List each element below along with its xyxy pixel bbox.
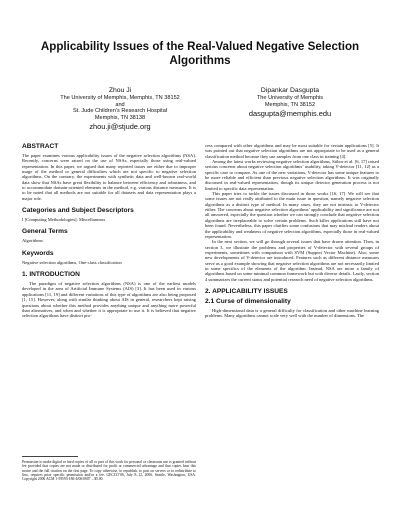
general-terms-heading: General Terms [22,228,68,236]
right-column [205,143,379,319]
author-2 [200,86,380,119]
section-2-1-heading: 2.1 Curse of dimensionality [205,297,291,305]
author-email[interactable]: zhou.ji@stjude.org [89,122,151,132]
introduction-section [22,271,196,318]
section-2 [205,288,379,319]
title-line-2: Algorithms [169,54,231,67]
general-terms-text: Algorithms [22,238,43,244]
paper-title [20,40,380,68]
body-paragraph: Among the latest works reviewing negative selection algorithms, Stibor et al. [6, 17] raised serious concerns about negative selection algorithms’ usability, taking V-detector [11, 12] as a specific case to compare. As one of the new variations, V-detector has some unique features to be more reliable and efficient than previous negative selection algorithms. It was originally discussed in real-valued representation, though its unique detector generation process is not limited to specific data representation. [205,159,379,191]
introduction-text: The paradigm of negative selection algorithms (NSA) is one of the earliest models developed in the area of Artificial Immune Systems (AIS) [3]. It has been used in various applications [11, 19] and different variations of this type of algorithms are also being proposed [1, 15]. However, along with similar thinking about AIS in general, researchers kept raising questions about whether this method provides anything unique and anything more powerful than alternatives, and when and whether it is appropriate to use it. It is believed that negative selection algorithms have distinct pro- [22,281,196,319]
author-name: Zhou Ji [108,87,132,94]
author-affiliation-line: Memphis, TN 38152 [264,101,316,108]
author-affiliation-line: St. Jude Children’s Research Hospital [72,108,168,115]
body-paragraph: cess compared with other algorithms and may be most suitable for certain applications [5]. It was pointed out that negative selection algorithms are not appropriate to be used as a general classification method because they use samples from one class in training [4]. [205,143,379,159]
title-line-1: Applicability Issues of the Real-Valued Negative Selection [40,40,360,53]
author-1 [30,86,210,132]
author-email[interactable]: dasgupta@memphis.edu [248,109,332,119]
author-affiliation-line: Memphis, TN 38138 [94,114,146,121]
author-affiliation-line: The University of Memphis [256,95,324,101]
categories-section [22,207,196,222]
keywords-section [22,250,196,265]
abstract-section [22,143,196,201]
footnote-rule [22,456,78,457]
keywords-heading: Keywords [22,249,54,257]
author-name: Dipankar Dasgupta [260,87,320,94]
abstract-heading: ABSTRACT [22,143,59,150]
left-column [22,143,196,319]
author-block [0,86,400,136]
abstract-text: The paper examines various applicability issues of the negative selection algorithms (NSA). Recently, concerns were raised on the use of NSAs, especially those using real-valued representation. In this paper, we argued that many reported issues are either due to improper usage of the method or general difficulties which are not specific to negative selection algorithms. On the contrary, the experiments with synthetic data and well-known real-world data show that NSAs have great flexibility to balance between efficiency and robustness, and to accommodate domain-oriented elements in the method, e.g. various distance measures. It is to be noted that all methods are not suitable for all datasets and data representation plays a major role. [22,153,196,201]
author-affiliation-line: and [115,101,125,108]
author-affiliation-line: The University of Memphis, Memphis, TN 38152 [60,95,180,101]
body-paragraph: In the next section, we will go through several issues that have drawn attention. Then, in section 3, we illustrate the problems and properties of V-detector with several groups of experiments, sometimes with comparison with SVM (Support Vector Machine). Also, some new developments of V-detector are introduced. Features such as different distance measures serve as a good example showing that negative selection algorithms are not necessarily limited in some specifics of the elements of the algorithm. Instead, NSA are more a family of algorithms based on some minimal common framework but with diverse details. Lastly, section 4 summarizes the current status and potential research need of negative selection algorithms. [205,239,379,282]
body-paragraph: This paper tries to tackle the issues discussed in those works [16, 17]. We will see that some issues are not really attributed to the main issue in question, namely negative selection algorithms as a distinct type of method. In many cases, they are not intrinsic to V-detector either. The concerns about negative selection algorithms’ applicability and significance are not all answered, especially the question whether we can strongly conclude that negative selection algorithms are irreplaceable to solve certain problems. Such killer applications still have not been found. Nevertheless, this paper clarifies some confusions that may mislead readers about the applicability and weakness of negative selection algorithms, especially those in real-valued representation. [205,191,379,239]
introduction-heading: 1. INTRODUCTION [22,271,80,279]
categories-text: I [Computing Methodologies]: Miscellaneous [22,217,106,223]
general-terms-section [22,228,196,243]
section-2-heading: 2. APPLICABILITY ISSUES [205,287,288,295]
copyright-footnote: Permission to make digital or hard copies of all or part of this work for personal or classroom use is granted without fee provided that copies are not made or distributed for profit or commercial advantage and that copies bear this notice and the full citation on the first page. To copy otherwise, to republish, to post on servers or to redistribute to lists, requires prior specific permission and/or a fee. GECCO’06, July 8–12, 2006, Seattle, Washington, USA. Copyright 2006 ACM 1-59593-186-4/06/0007 ...$5.00. [22,460,196,482]
body-paragraph: High-dimensional data is a general difficulty for classification and other machine learning problems. Many algorithms cannot scale very well with the number of dimensions. The [205,307,379,319]
keywords-text: Negative selection algorithms, One-class classification [22,259,122,265]
categories-heading: Categories and Subject Descriptors [22,207,134,215]
